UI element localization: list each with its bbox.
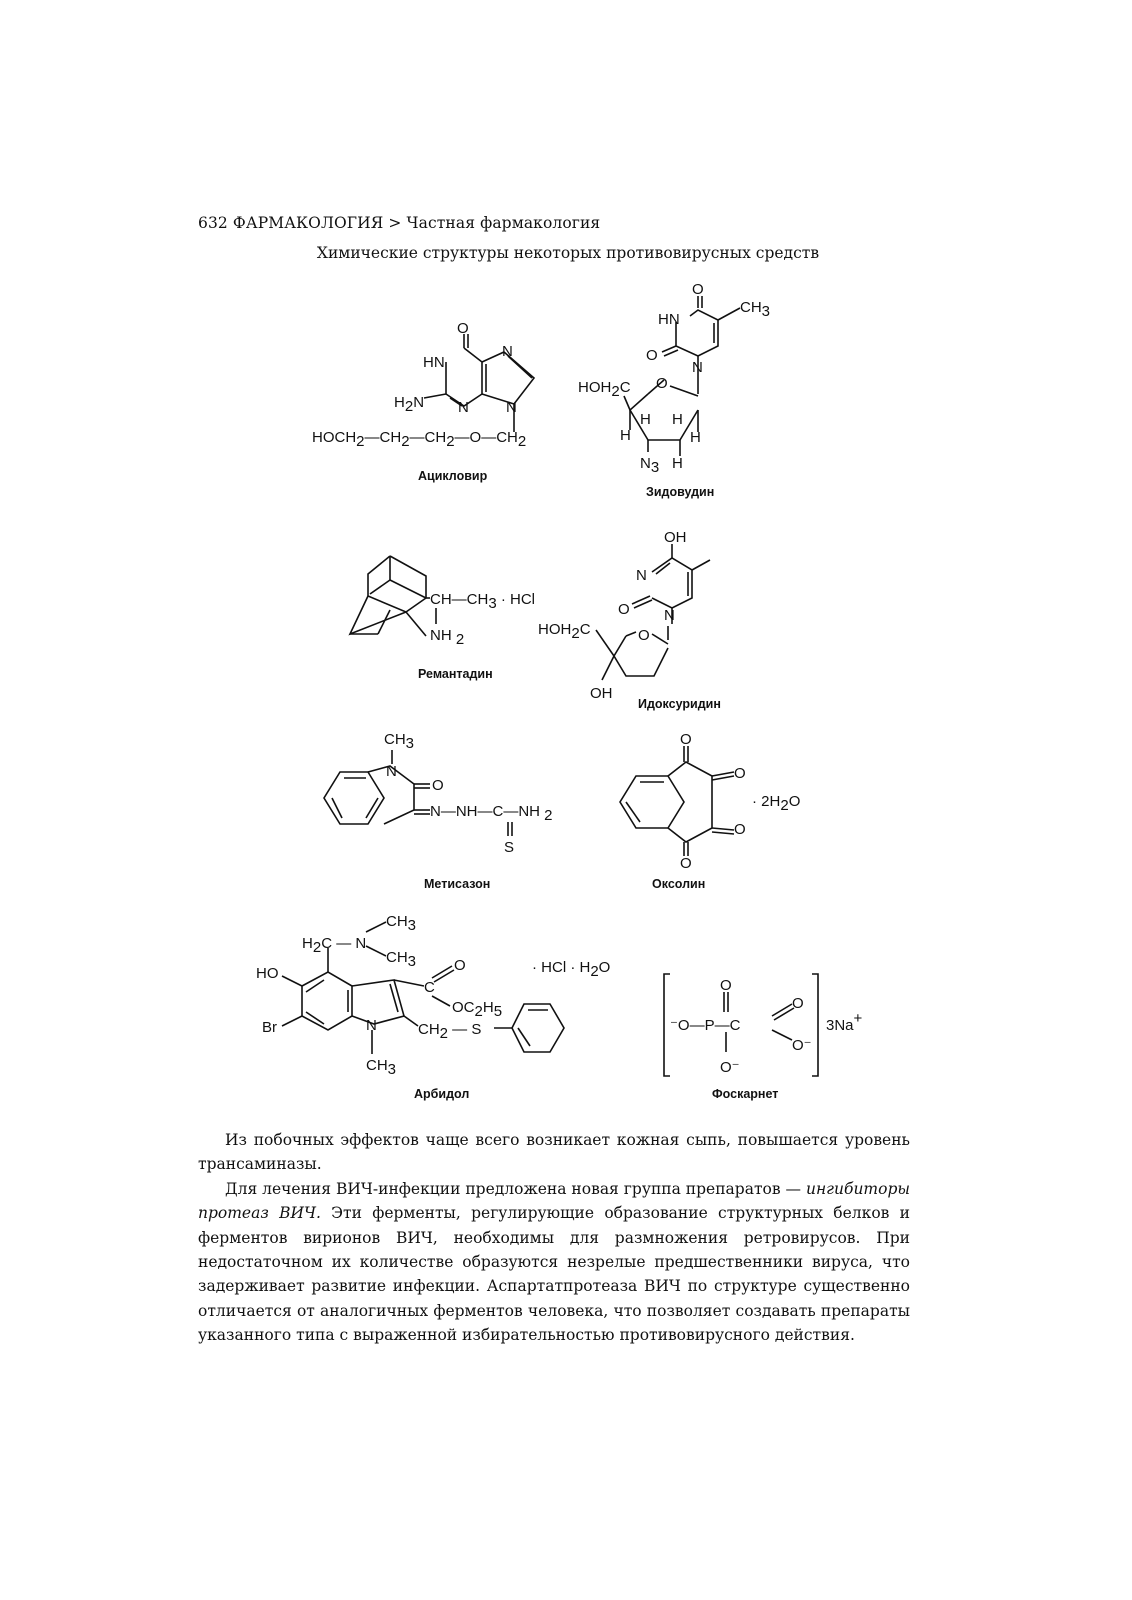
rimantadine-structure [350, 556, 535, 681]
svg-text:CH3: CH3 [384, 731, 415, 752]
svg-text:C: C [424, 979, 435, 996]
svg-text:O: O [734, 765, 746, 782]
svg-text:· 2H2O: · 2H2O [752, 793, 801, 814]
oxolin-structure [620, 731, 800, 891]
methisazone-structure [324, 731, 553, 891]
paragraph-hiv-protease [198, 1177, 910, 1348]
svg-text:CH3: CH3 [366, 1057, 397, 1078]
svg-text:O: O [656, 375, 668, 392]
acyclovir-structure [312, 320, 534, 483]
svg-text:OC2H5: OC2H5 [452, 999, 503, 1020]
svg-text:OH: OH [590, 685, 613, 702]
svg-text:O: O [454, 957, 466, 974]
svg-text:S: S [504, 839, 515, 856]
svg-text:N3: N3 [640, 455, 660, 476]
zidovudine-structure [578, 281, 770, 499]
svg-text:N: N [366, 1017, 377, 1034]
svg-text:HN: HN [658, 311, 680, 328]
svg-text:O: O [618, 601, 630, 618]
svg-text:N: N [502, 343, 513, 360]
structure-name-acyclovir: Ацикловир [418, 469, 488, 483]
svg-text:⁻O—P—C: ⁻O—P—C [670, 1017, 741, 1034]
svg-text:O: O [432, 777, 444, 794]
svg-text:HOCH2—CH2—CH2—O—CH2: HOCH2—CH2—CH2—O—CH2 [312, 429, 527, 450]
svg-text:O: O [646, 347, 658, 364]
structure-name-arbidol: Арбидол [414, 1087, 470, 1101]
svg-text:HO: HO [256, 965, 279, 982]
svg-text:CH3: CH3 [386, 913, 417, 934]
svg-text:OH: OH [664, 529, 687, 546]
svg-text:H2C — N: H2C — N [302, 935, 367, 956]
structure-name-foscarnet: Фоскарнет [712, 1087, 779, 1101]
arbidol-structure [256, 913, 610, 1101]
svg-text:HN: HN [423, 354, 445, 371]
structure-name-methisazone: Метисазон [424, 877, 491, 891]
svg-text:O: O [734, 821, 746, 838]
svg-text:H: H [640, 411, 651, 428]
svg-text:N—NH—C—NH 2: N—NH—C—NH 2 [430, 803, 553, 824]
svg-text:N: N [664, 607, 675, 624]
svg-text:CH3: CH3 [740, 299, 771, 320]
svg-text:· HCl · H2O: · HCl · H2O [532, 959, 611, 980]
running-head: 632 ФАРМАКОЛОГИЯ > Частная фармакология [198, 214, 601, 232]
svg-text:O⁻: O⁻ [720, 1059, 740, 1076]
structure-name-idoxuridine: Идоксуридин [638, 697, 721, 711]
svg-text:N: N [386, 763, 397, 780]
svg-text:HOH2C: HOH2C [538, 621, 591, 642]
structure-name-rimantadine: Ремантадин [418, 667, 493, 681]
svg-text:N: N [506, 399, 517, 416]
svg-text:3Na+: 3Na+ [826, 1010, 863, 1034]
structure-name-oxolin: Оксолин [652, 877, 706, 891]
svg-text:HOH2C: HOH2C [578, 379, 631, 400]
svg-text:CH2 — S: CH2 — S [418, 1021, 482, 1042]
svg-text:NH 2: NH 2 [430, 627, 465, 648]
svg-text:O: O [680, 731, 692, 748]
svg-text:N: N [636, 567, 647, 584]
svg-text:O: O [457, 320, 469, 337]
svg-text:O⁻: O⁻ [792, 1037, 812, 1054]
svg-text:O: O [792, 995, 804, 1012]
svg-text:H: H [672, 455, 683, 472]
paragraph-side-effects: Из побочных эффектов чаще всего возникает кожная сыпь, повышается уровень трансаминазы. [198, 1131, 910, 1174]
svg-text:N: N [692, 359, 703, 376]
foscarnet-structure [664, 974, 863, 1101]
term-hiv-protease-inhibitors: ингибиторы протеаз ВИЧ. [198, 1179, 910, 1223]
structure-name-zidovudine: Зидовудин [646, 485, 715, 499]
paragraph-hiv-rest: Эти ферменты, регулирующие образование структурных белков и ферментов вирионов ВИЧ, необходимы для размножения ретровирусов. При недостаточном их количестве образуются незрелые предшественники вируса, что задерживает развитие инфекции. Аспартатпротеаза ВИЧ по структуре существенно отличается от аналогичных ферментов человека, что позволяет создавать препараты указанного типа с выраженной избирательностью противовирусного действия. [198, 1204, 910, 1345]
svg-text:H2N: H2N [394, 394, 425, 415]
svg-text:H: H [620, 427, 631, 444]
idoxuridine-structure [538, 529, 721, 711]
svg-text:O: O [638, 627, 650, 644]
svg-text:H: H [690, 429, 701, 446]
svg-text:CH—CH3 · HCl: CH—CH3 · HCl [430, 591, 536, 612]
paragraph-hiv-intro: Для лечения ВИЧ-инфекции предложена новая группа препаратов — [225, 1179, 806, 1198]
svg-text:H: H [672, 411, 683, 428]
svg-text:O: O [720, 977, 732, 994]
body-text [198, 1128, 910, 1348]
svg-text:CH3: CH3 [386, 949, 417, 970]
svg-text:O: O [692, 281, 704, 298]
svg-text:N: N [458, 399, 469, 416]
svg-text:O: O [680, 855, 692, 872]
figure-title: Химические структуры некоторых противовирусных средств [316, 244, 820, 262]
svg-text:Br: Br [262, 1019, 277, 1036]
